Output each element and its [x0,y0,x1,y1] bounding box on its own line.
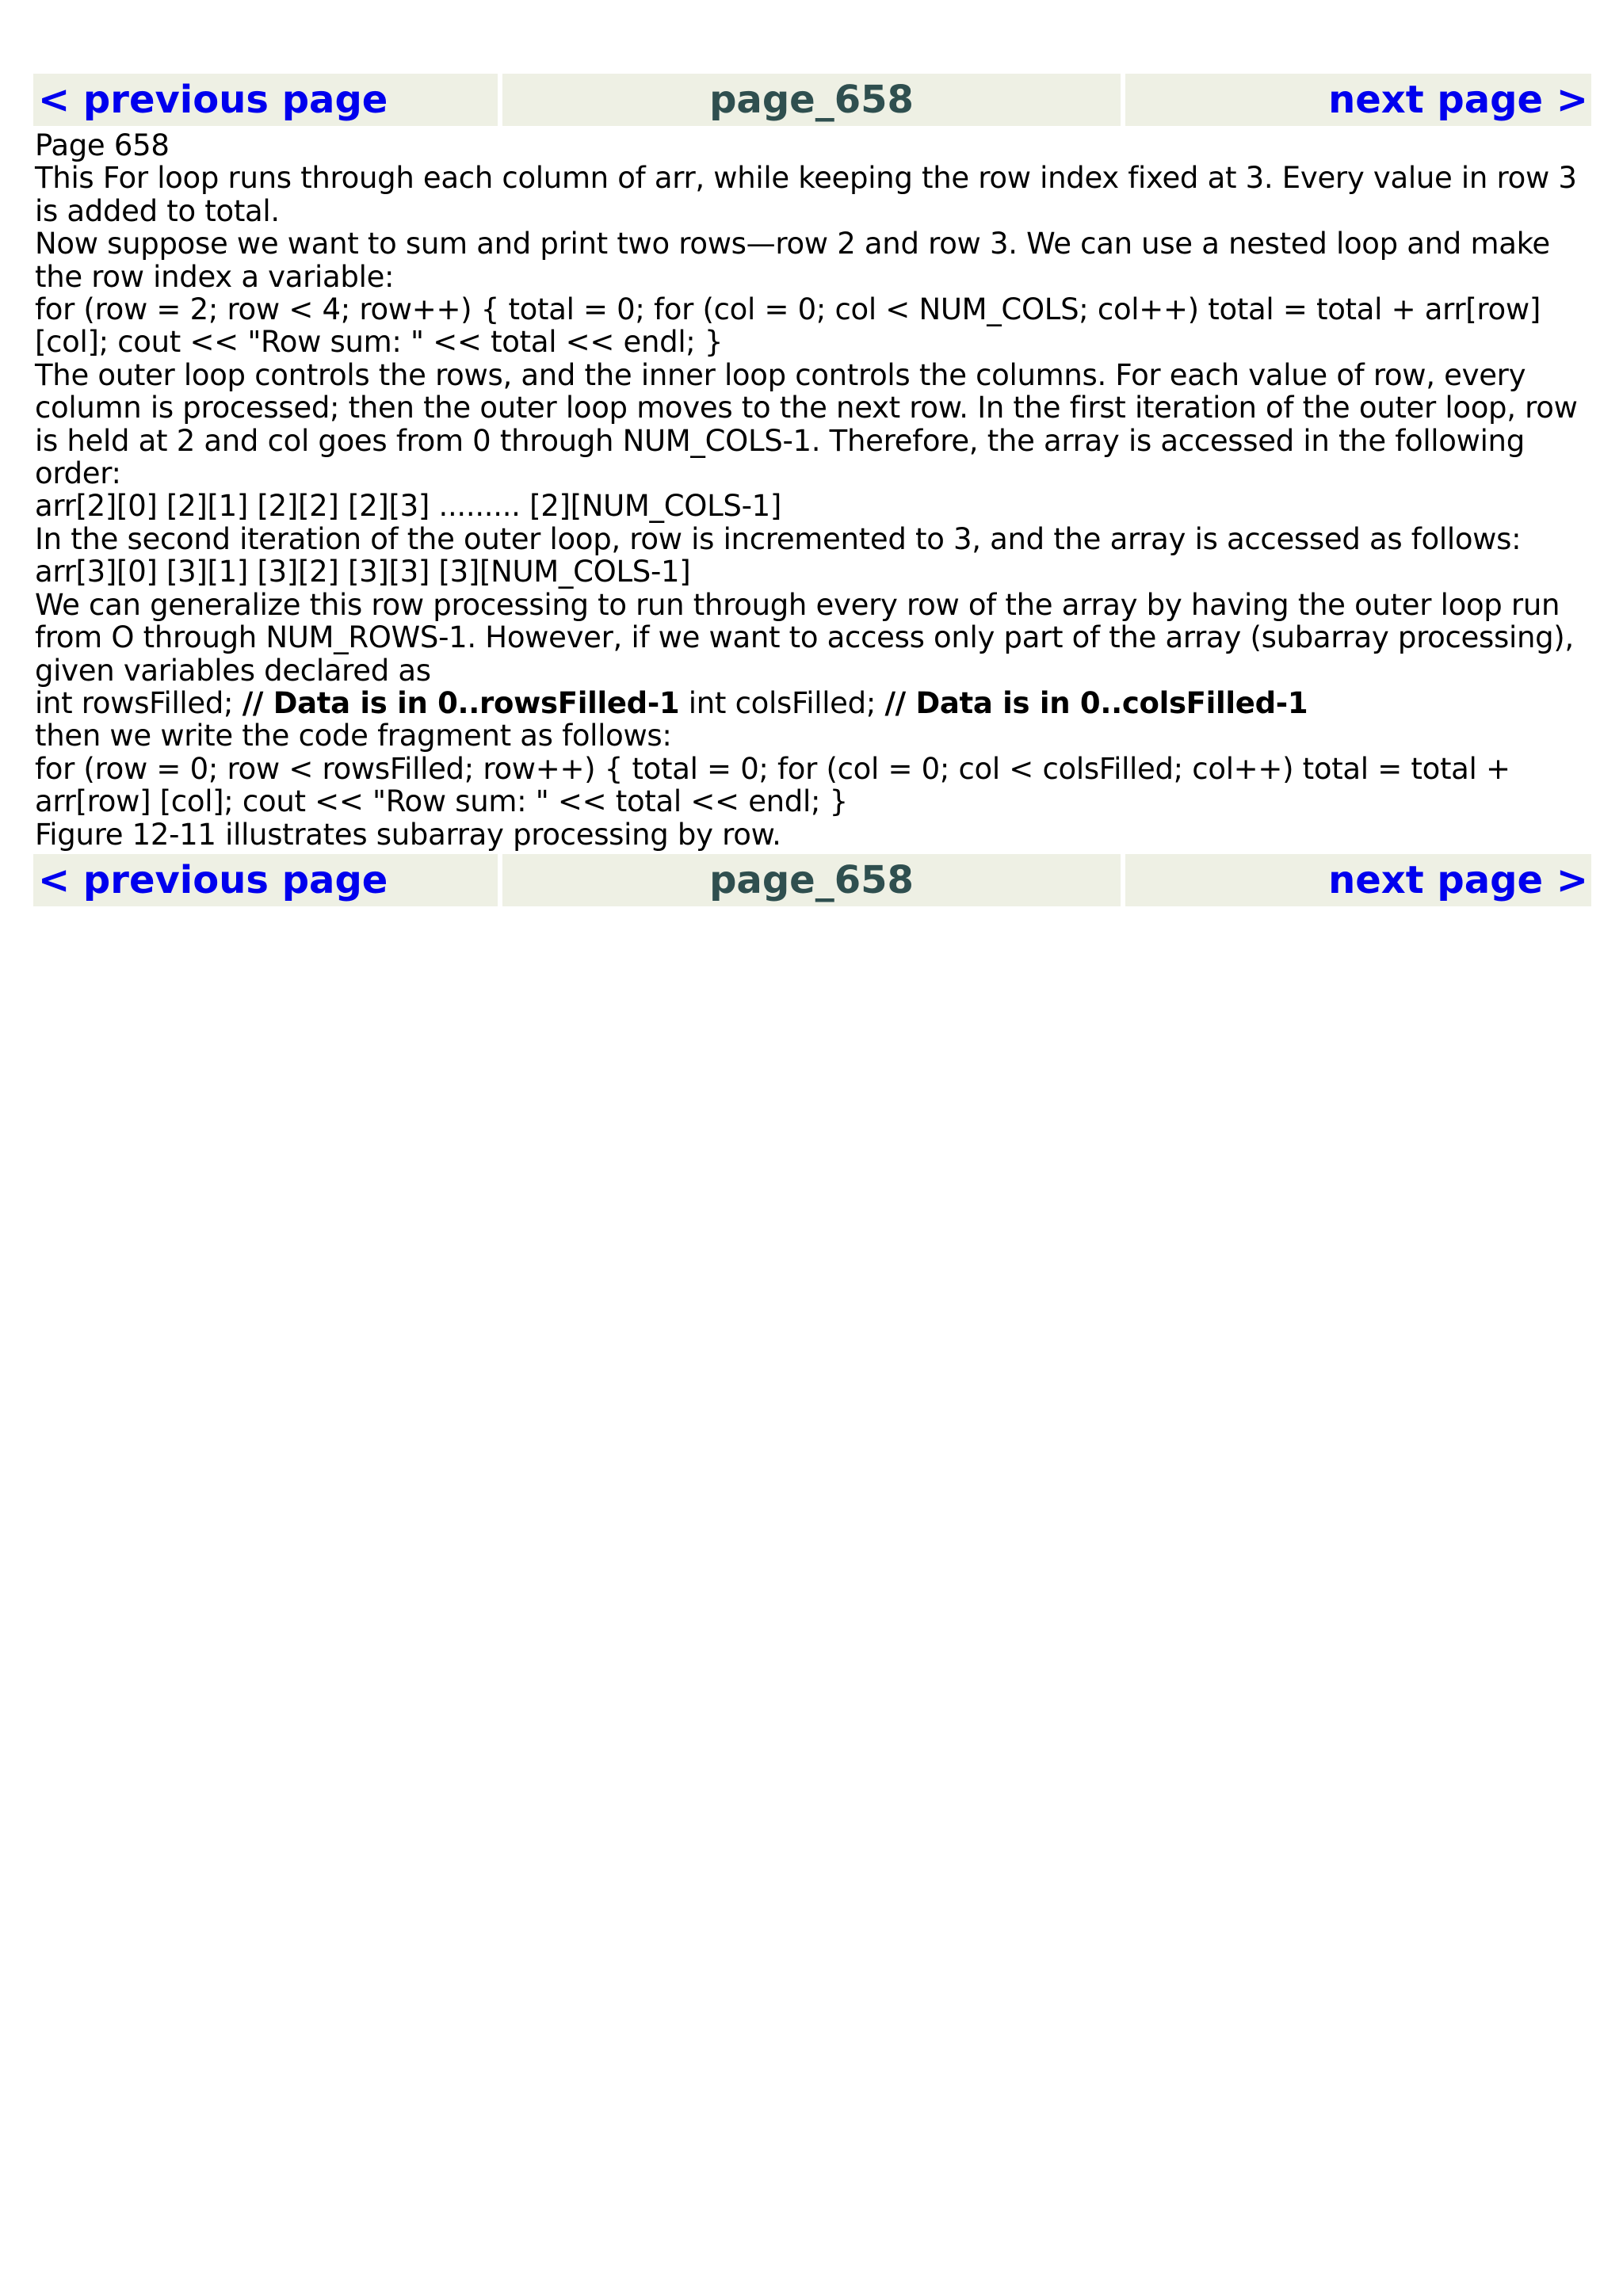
next-page-link[interactable]: next page > [1328,857,1588,902]
decl-cols: int colsFilled; [679,685,885,720]
document-page [33,74,1591,906]
page-indicator-cell [502,74,1121,126]
page-indicator: page_658 [709,78,914,122]
code-fragment-1: for (row = 2; row < 4; row++) { total = 0; for (col = 0; col < NUM_COLS; col++) total = total + arr[row] [col]; cout << "Row sum: " << total << endl; } [35,292,1541,360]
decl-cols-comment: // Data is in 0..colsFilled-1 [884,685,1308,720]
code-fragment-2: for (row = 0; row < rowsFilled; row++) { total = 0; for (col = 0; col < colsFilled; col++) total = total + arr[row] [col]; cout << "Row sum: " << total << endl; } [35,751,1510,819]
prev-cell [33,854,498,906]
paragraph-3: The outer loop controls the rows, and the inner loop controls the columns. For each value of row, every column is processed; then the outer loop moves to the next row. In the first iteration of the outer loop, row is held at 2 and col goes from 0 through NUM_COLS-1. Therefore, the array is accessed in the following order: [35,357,1578,491]
previous-page-link[interactable]: < previous page [38,78,388,122]
paragraph-2: Now suppose we want to sum and print two rows—row 2 and row 3. We can use a nested loop and make the row index a variable: [35,227,1550,294]
page-content [33,126,1590,854]
decl-rows: int rowsFilled; [35,685,242,720]
next-cell [1125,74,1591,126]
page-heading: Page 658 [35,128,170,162]
previous-page-link[interactable]: < previous page [38,857,388,902]
top-navigation-bar [33,74,1591,126]
page-indicator-cell [502,854,1121,906]
paragraph-7: Figure 12-11 illustrates subarray processing by row. [35,817,781,852]
access-sequence-2: arr[3][0] [3][1] [3][2] [3][3] [3][NUM_COLS-1] [35,555,691,589]
paragraph-1: This For loop runs through each column of arr, while keeping the row index fixed at 3. Every value in row 3 is added to total. [35,161,1577,228]
next-cell [1125,854,1591,906]
next-page-link[interactable]: next page > [1328,78,1588,122]
paragraph-6: then we write the code fragment as follows: [35,719,672,753]
decl-rows-comment: // Data is in 0..rowsFilled-1 [242,685,680,720]
paragraph-5: We can generalize this row processing to run through every row of the array by having the outer loop run from O through NUM_ROWS-1. However, if we want to access only part of the array (subarray processing), given variables declared as [35,587,1574,688]
prev-cell [33,74,498,126]
access-sequence-1: arr[2][0] [2][1] [2][2] [2][3] ......... [2][NUM_COLS-1] [35,489,782,524]
declaration-line [35,687,1590,719]
page-indicator: page_658 [709,857,914,902]
bottom-navigation-bar [33,854,1591,906]
paragraph-4: In the second iteration of the outer loop, row is incremented to 3, and the array is accessed as follows: [35,521,1522,556]
